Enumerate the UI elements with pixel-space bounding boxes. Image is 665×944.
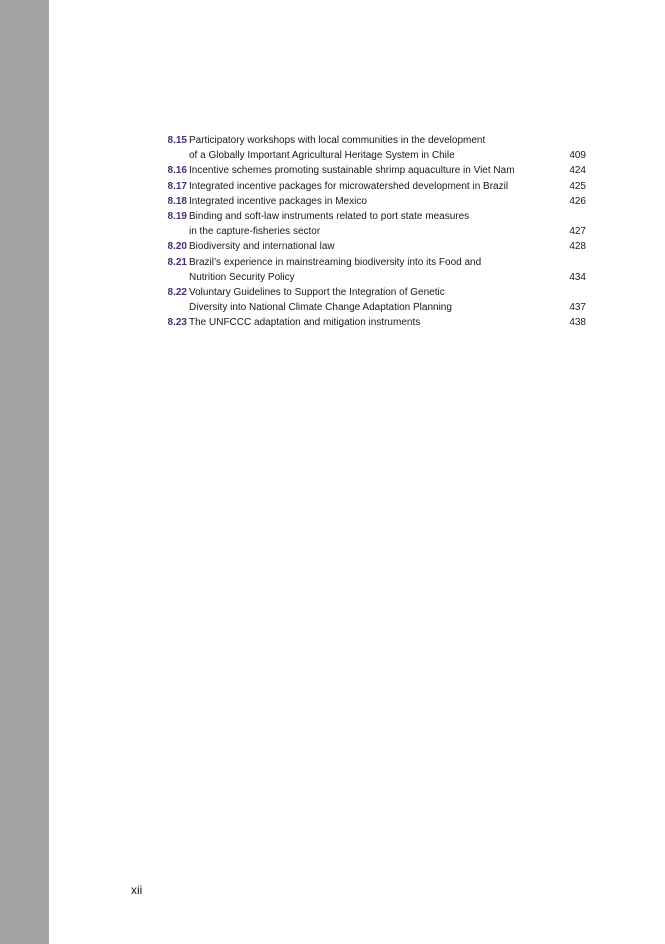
entry-title: [188, 133, 554, 163]
toc-entry[interactable]: [150, 285, 586, 315]
entry-title: [188, 315, 554, 330]
entry-page: 409: [569, 150, 586, 162]
toc-entry[interactable]: [150, 209, 586, 239]
entry-number: 8.17: [167, 180, 187, 192]
entry-title-line: Integrated incentive packages in Mexico: [189, 195, 367, 207]
page-number: xii: [131, 883, 143, 897]
table-of-contents: [150, 133, 586, 331]
entry-page: 426: [569, 195, 586, 207]
side-margin-bar: [0, 0, 49, 944]
entry-page: 427: [569, 226, 586, 238]
entry-number: 8.18: [167, 195, 187, 207]
entry-number: 8.22: [167, 287, 187, 299]
entry-page: 428: [569, 241, 586, 253]
toc-entry[interactable]: [150, 133, 586, 163]
entry-title-line: of a Globally Important Agricultural Heritage System in Chile: [189, 150, 455, 162]
entry-page: 434: [569, 271, 586, 283]
entry-number: 8.15: [167, 135, 187, 146]
entry-title: [188, 255, 554, 285]
entry-title-line: Nutrition Security Policy: [189, 271, 295, 283]
entry-title-line: Binding and soft-law instruments related to port state measures: [189, 211, 470, 223]
entry-title-line: in the capture-fisheries sector: [189, 226, 321, 238]
entry-title-line: Diversity into National Climate Change Adaptation Planning: [189, 302, 452, 314]
toc-entry[interactable]: [150, 239, 586, 254]
entry-title-line: The UNFCCC adaptation and mitigation instruments: [189, 317, 421, 329]
entry-page: 424: [569, 165, 586, 177]
entry-title-line: Voluntary Guidelines to Support the Integration of Genetic: [189, 287, 445, 299]
entry-title: [188, 285, 554, 315]
entry-title: [188, 179, 554, 194]
entry-number: 8.20: [167, 241, 187, 253]
toc-entry[interactable]: [150, 163, 586, 178]
toc-entry[interactable]: [150, 179, 586, 194]
entry-page: 438: [569, 317, 586, 329]
entry-title-line: Incentive schemes promoting sustainable shrimp aquaculture in Viet Nam: [189, 165, 515, 177]
entry-title: [188, 163, 554, 178]
entry-title-line: Brazil’s experience in mainstreaming biodiversity into its Food and: [189, 256, 482, 268]
toc-entry[interactable]: [150, 255, 586, 285]
entry-title-line: Biodiversity and international law: [189, 241, 335, 253]
entry-title: [188, 239, 554, 254]
entry-number: 8.23: [167, 317, 187, 329]
entry-number: 8.16: [167, 165, 187, 177]
entry-title-line: Integrated incentive packages for microwatershed development in Brazil: [189, 180, 509, 192]
entry-title: [188, 209, 554, 239]
toc-entry[interactable]: [150, 315, 586, 330]
entry-number: 8.19: [167, 211, 187, 223]
entry-page: 437: [569, 302, 586, 314]
entry-number: 8.21: [167, 256, 187, 268]
toc-entry[interactable]: [150, 194, 586, 209]
entry-title-line: Participatory workshops with local communities in the development: [189, 135, 486, 146]
entry-page: 425: [569, 180, 586, 192]
entry-title: [188, 194, 554, 209]
